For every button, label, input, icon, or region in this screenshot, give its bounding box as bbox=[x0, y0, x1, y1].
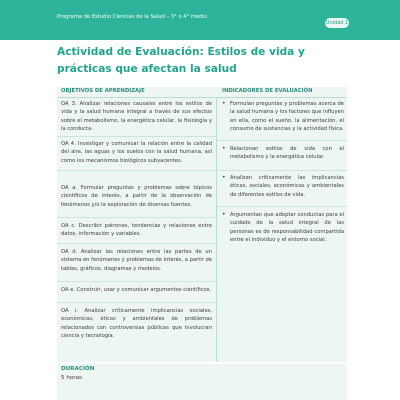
row-divider bbox=[57, 136, 217, 137]
objective-item: OA 4. Investigar y comunicar la relación entre la calidad del aire, las aguas y los suelos con la salud humana, así como los mecanismos biológicos subyacentes. bbox=[61, 141, 212, 164]
row-divider bbox=[57, 170, 217, 171]
indicator-item bbox=[222, 145, 344, 162]
row-divider bbox=[57, 281, 217, 282]
page-title: Actividad de Evaluación: Estilos de vida y prácticas que afectan la salud bbox=[57, 46, 305, 75]
row-divider bbox=[57, 243, 217, 244]
row-divider bbox=[217, 206, 347, 207]
objective-item: OA a. Formular preguntas y problemas sobre tópicos científicos de interés, a partir de la observación de fenómenos y/o la exploración de diversas fuentes. bbox=[61, 185, 212, 208]
row-divider bbox=[217, 170, 347, 171]
objective-item: OA 3. Analizar relaciones causales entre los estilos de vida y la salud humana integral a través de sus efectos sobre el metabolismo, la energética celular, la fisiología y la conducta. bbox=[61, 101, 212, 132]
indicator-text: Argumentan que adoptar conductas para el cuidado de la salud integral de las personas es de responsabilidad compartida entre el individuo y el entorno social. bbox=[230, 212, 344, 243]
program-name: Programa de Estudio Ciencias de la Salud – 3° o 4° medio bbox=[57, 14, 207, 20]
objectives-heading: OBJETIVOS DE APRENDIZAJE bbox=[61, 88, 145, 94]
row-divider bbox=[217, 140, 347, 141]
duration-panel bbox=[57, 364, 347, 400]
unit-badge: Unidad 1 bbox=[325, 20, 349, 26]
bullet-icon: • bbox=[222, 145, 226, 152]
row-divider bbox=[57, 217, 217, 218]
bullet-icon: • bbox=[222, 211, 226, 218]
indicator-text: Relacionan estilos de vida con el metabolismo y la energética celular. bbox=[230, 146, 344, 161]
objective-item: OA e. Construir, usar y comunicar argumentos científicos. bbox=[61, 287, 212, 293]
indicator-item bbox=[222, 100, 344, 133]
bullet-icon: • bbox=[222, 174, 226, 181]
indicators-heading: INDICADORES DE EVALUACIÓN bbox=[222, 88, 313, 94]
duration-heading: DURACIÓN bbox=[61, 366, 95, 372]
indicator-item bbox=[222, 174, 344, 199]
duration-value: 5 horas bbox=[61, 375, 82, 381]
row-divider bbox=[57, 302, 217, 303]
objective-item: OA i. Analizar críticamente implicancias sociales, económicas, éticas y ambientales de problemas relacionados con controversias públicas que involucran ciencia y tecnología. bbox=[61, 308, 212, 339]
indicator-text: Analizan críticamente las implicancias éticas, sociales, económicas y ambientales de diferentes estilos de vida. bbox=[230, 175, 344, 198]
indicator-text: Formulan preguntas y problemas acerca de la salud humana y los factores que influyen en ella, como el sueño, la alimentación, el consumo de sustancias y la actividad física. bbox=[230, 101, 344, 132]
objective-item: OA c. Describir patrones, tendencias y relaciones entre datos, información y variables. bbox=[61, 223, 212, 238]
bullet-icon: • bbox=[222, 100, 226, 107]
objective-item: OA d. Analizar las relaciones entre las partes de un sistema en fenómenos y problemas de interés, a partir de tablas, gráficos, diagramas y modelos. bbox=[61, 249, 212, 272]
indicator-item bbox=[222, 211, 344, 244]
